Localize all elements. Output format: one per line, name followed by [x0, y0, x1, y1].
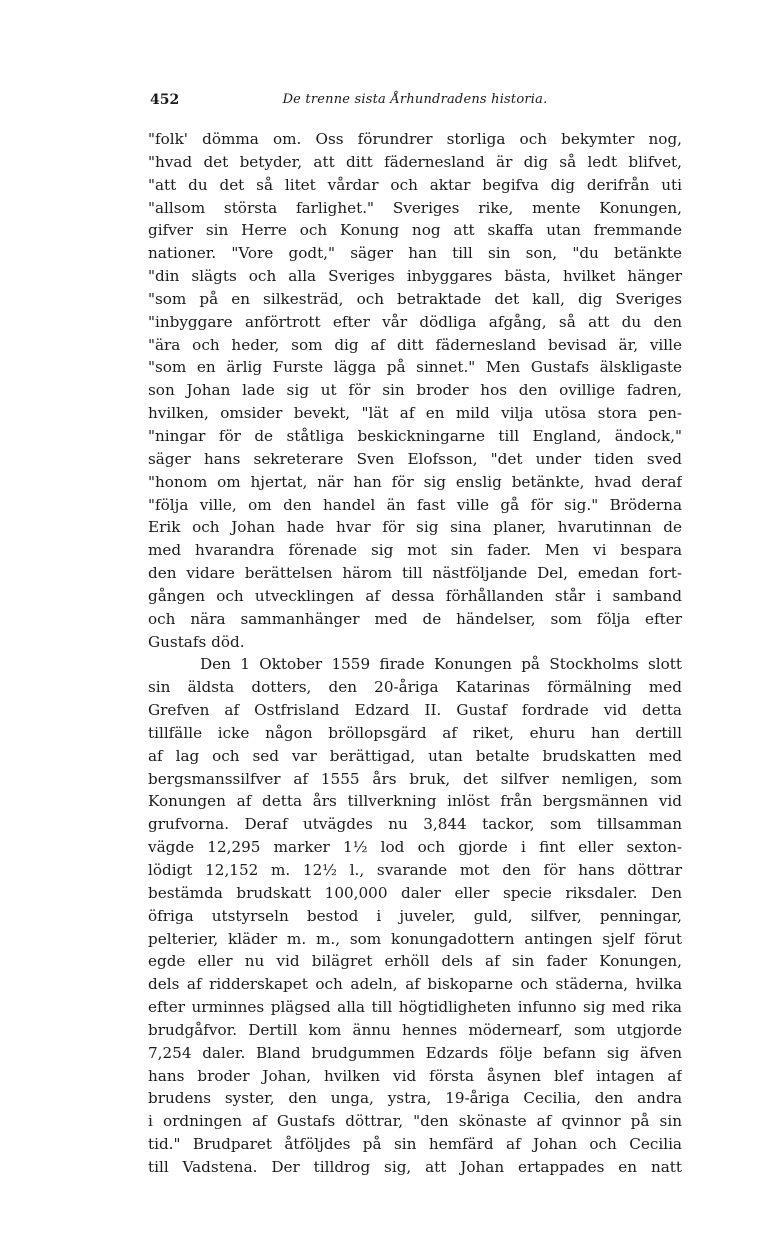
- text-line: Grefven af Ostfrisland Edzard II. Gustaf fordrade vid detta: [148, 701, 682, 720]
- text-line: Gustafs död.: [148, 632, 245, 651]
- text-line: "honom om hjertat, när han för sig enslig betänkte, hvad deraf: [148, 472, 682, 491]
- text-line: "folk' dömma om. Oss förundrer storliga och bekymter nog,: [148, 130, 682, 148]
- text-line: "som en ärlig Furste lägga på sinnet." Men Gustafs älskligaste: [148, 358, 682, 377]
- text-line: "inbyggare anförtrott efter vår dödliga afgång, så att du den: [148, 312, 682, 331]
- text-line: i ordningen af Gustafs döttrar, "den skönaste af qvinnor på sin: [148, 1112, 682, 1131]
- text-line: Konungen af detta års tillverkning inlöst från bergsmännen vid: [148, 792, 682, 811]
- text-line: bestämda brudskatt 100,000 daler eller specie riksdaler. Den: [148, 883, 682, 902]
- text-line: af lag och sed var berättigad, utan betalte brudskatten med: [148, 746, 682, 765]
- text-line: "följa ville, om den handel än fast ville gå för sig." Bröderna: [148, 495, 682, 514]
- running-head: [148, 92, 682, 120]
- text-line: "ningar för de ståtliga beskickningarne till England, ändock,": [148, 426, 682, 445]
- text-line: sin äldsta dotters, den 20-åriga Katarinas förmälning med: [148, 678, 682, 697]
- text-line: lödigt 12,152 m. 12½ l., svarande mot den för hans döttrar: [148, 861, 682, 879]
- text-line: dels af ridderskapet och adeln, af biskoparne och städerna, hvilka: [148, 975, 682, 994]
- text-line: gifver sin Herre och Konung nog att skaffa utan fremmande: [148, 221, 682, 240]
- text-line: pelterier, kläder m. m., som konungadottern antingen sjelf förut: [148, 929, 682, 948]
- text-line: egde eller nu vid bilägret erhöll dels af sin fader Konungen,: [148, 952, 682, 971]
- text-line: hvilken, omsider bevekt, "lät af en mild vilja utösa stora pen-: [148, 404, 682, 423]
- text-line: "som på en silkesträd, och betraktade det kall, dig Sveriges: [148, 289, 682, 308]
- text-line: efter urminnes plägsed alla till högtidligheten infunno sig med rika: [148, 998, 682, 1017]
- text-line: grufvorna. Deraf utvägdes nu 3,844 tackor, som tillsamman: [148, 815, 682, 834]
- text-line: gången och utvecklingen af dessa förhållanden står i samband: [148, 586, 682, 605]
- text-line: med hvarandra förenade sig mot sin fader. Men vi bespara: [148, 541, 682, 560]
- text-line: och nära sammanhänger med de händelser, som följa efter: [148, 609, 682, 628]
- text-line: hans broder Johan, hvilken vid första åsynen blef intagen af: [148, 1066, 682, 1085]
- text-line: "att du det så litet vårdar och aktar begifva dig derifrån uti: [148, 175, 682, 194]
- text-line: tillfälle icke någon bröllopsgärd af riket, ehuru han dertill: [148, 723, 682, 742]
- text-line: "hvad det betyder, att ditt fädernesland är dig så ledt blifvet,: [148, 152, 682, 171]
- text-line: brudgåfvor. Dertill kom ännu hennes mödernearf, som utgjorde: [148, 1020, 682, 1039]
- text-line: son Johan lade sig ut för sin broder hos den ovillige fadren,: [148, 381, 682, 400]
- text-line: Den 1 Oktober 1559 firade Konungen på Stockholms slott: [200, 655, 682, 674]
- page-number: 452: [150, 92, 180, 108]
- running-title: De trenne sista Århundradens historia.: [282, 92, 548, 107]
- text-line: "allsom största farlighet." Sveriges rike, mente Konungen,: [148, 198, 682, 217]
- text-line: till Vadstena. Der tilldrog sig, att Johan ertappades en natt: [148, 1157, 682, 1176]
- text-line: brudens syster, den unga, ystra, 19-åriga Cecilia, den andra: [148, 1089, 682, 1108]
- text-line: nationer. "Vore godt," säger han till sin son, "du betänkte: [148, 244, 682, 263]
- body-text: [148, 128, 682, 1179]
- text-line: tid." Brudparet åtföljdes på sin hemfärd af Johan och Cecilia: [148, 1135, 682, 1154]
- text-line: "ära och heder, som dig af ditt fädernesland bevisad är, ville: [148, 335, 682, 354]
- text-line: Erik och Johan hade hvar för sig sina planer, hvarutinnan de: [148, 518, 682, 537]
- show-through-bleed: [500, 1168, 650, 1182]
- text-line: säger hans sekreterare Sven Elofsson, "det under tiden sved: [148, 449, 682, 468]
- book-page: [148, 92, 682, 1179]
- text-line: 7,254 daler. Bland brudgummen Edzards följe befann sig äfven: [148, 1043, 682, 1062]
- text-line: öfriga utstyrseln bestod i juveler, guld, silfver, penningar,: [148, 906, 682, 925]
- text-line: bergsmanssilfver af 1555 års bruk, det silfver nemligen, som: [148, 769, 682, 788]
- text-line: den vidare berättelsen härom till nästföljande Del, emedan fort-: [148, 564, 682, 583]
- text-line: "din slägts och alla Sveriges inbyggares bästa, hvilket hänger: [148, 267, 682, 286]
- text-line: vägde 12,295 marker 1½ lod och gjorde i fint eller sexton-: [148, 838, 682, 857]
